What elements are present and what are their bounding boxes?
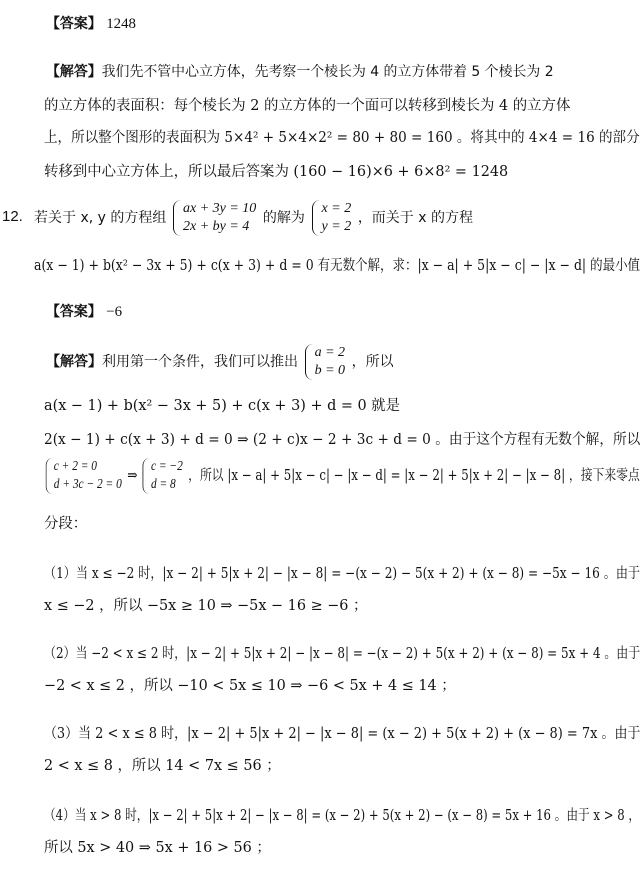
ab-eq-1: a = 2: [314, 345, 346, 360]
ab-system: [305, 344, 345, 380]
solution-x: x = 2: [321, 201, 352, 216]
case-3-line-1: （3）当 2 < x ≤ 8 时，|x − 2| + 5|x + 2| − |x − 8| = (x − 2) + 5(x + 2) + (x − 8) = 7x 。由于: [44, 726, 641, 742]
system-eq-1: ax + 3y = 10: [182, 201, 257, 216]
question-text-part1: 若关于 x, y 的方程组: [34, 210, 167, 226]
cd-result-2: d = 8: [150, 477, 176, 492]
solution-text: 我们先不管中心立方体，先考察一个棱长为 4 的立方体带着 5 个棱长为 2: [101, 64, 554, 80]
solution-2-line-4-rest: ，所以 |x − a| + 5|x − c| − |x − d| = |x − 2| + 5|x + 2| − |x − 8| ，接下来零点: [188, 468, 640, 484]
equation-system: [173, 200, 256, 236]
question-text-part2: 的解为: [262, 210, 305, 226]
question-text-part3: ，而关于 x 的方程: [357, 210, 473, 226]
solution-1-line-3: 上，所以整个图形的表面积为 5×4² + 5×4×2² = 80 + 80 = 160 。将其中的 4×4 = 16 的部分: [44, 130, 640, 146]
system-eq-2: 2x + by = 4: [182, 219, 250, 234]
case-2-line-1: （2）当 −2 < x ≤ 2 时，|x − 2| + 5|x + 2| − |x − 8| = −(x − 2) + 5(x + 2) + (x − 8) = 5x + 4 。由于: [44, 646, 641, 662]
solution-1-line-1: [46, 62, 640, 82]
case-3-line-2: 2 < x ≤ 8 ，所以 14 < 7x ≤ 56 ；: [44, 758, 281, 774]
case-2-line-2: −2 < x ≤ 2 ，所以 −10 < 5x ≤ 10 ⇒ −6 < 5x + 4 ≤ 14 ；: [44, 678, 456, 694]
case-1-line-2: x ≤ −2 ，所以 −5x ≥ 10 ⇒ −5x − 16 ≥ −6 ；: [44, 598, 368, 614]
solution-intro: 利用第一个条件，我们可以推出: [102, 354, 298, 370]
answer-label: 【答案】: [46, 304, 102, 320]
cd-result-system: [143, 458, 183, 494]
answer-row-2: [46, 302, 640, 322]
case-1-line-1: （1）当 x ≤ −2 时，|x − 2| + 5|x + 2| − |x − 8| = −(x − 2) − 5(x + 2) + (x − 8) = −5x − 16 。由于: [44, 566, 641, 582]
cd-result-1: c = −2: [150, 459, 183, 474]
case-4-line-1: （4）当 x > 8 时，|x − 2| + 5|x + 2| − |x − 8| = (x − 2) + 5(x + 2) − (x − 8) = 5x + 16 。由于 x > 8 ，: [44, 808, 641, 824]
solution-2-line-2: a(x − 1) + b(x² − 3x + 5) + c(x + 3) + d = 0 就是: [44, 398, 401, 414]
question-12-line-1: [34, 200, 473, 236]
answer-label: 【答案】: [46, 16, 102, 32]
cd-eq-1: c + 2 = 0: [53, 459, 98, 474]
solution-intro-end: ，所以: [351, 354, 394, 370]
cd-system: [46, 458, 122, 494]
solution-label: 【解答】: [46, 64, 102, 80]
question-12-line-2: a(x − 1) + b(x² − 3x + 5) + c(x + 3) + d = 0 有无数个解，求：|x − a| + 5|x − c| − |x − d| 的最小值: [34, 258, 641, 274]
solution-2-line-5: 分段：: [44, 516, 88, 532]
question-number: 12.: [2, 208, 23, 225]
answer-row-1: [46, 14, 640, 34]
solution-1-line-2: 的立方体的表面积：每个棱长为 2 的立方体的一个面可以转移到棱长为 4 的立方体: [44, 98, 571, 114]
cd-eq-2: d + 3c − 2 = 0: [53, 477, 122, 492]
solution-2-line-1: [46, 344, 394, 380]
solution-label: 【解答】: [46, 354, 102, 370]
answer-value: 1248: [106, 16, 137, 32]
solution-system: [312, 200, 352, 236]
solution-2-line-4: [44, 458, 640, 494]
case-4-line-2: 所以 5x > 40 ⇒ 5x + 16 > 56 ；: [44, 840, 271, 856]
solution-2-line-3: 2(x − 1) + c(x + 3) + d = 0 ⇒ (2 + c)x − 2 + 3c + d = 0 。由于这个方程有无数个解，所以: [44, 432, 641, 448]
answer-value: −6: [106, 304, 123, 320]
solution-1-line-4: 转移到中心立方体上，所以最后答案为 (160 − 16)×6 + 6×8² = 1248: [44, 164, 509, 180]
implies-arrow: ⇒: [127, 468, 138, 484]
ab-eq-2: b = 0: [314, 363, 346, 378]
solution-y: y = 2: [321, 219, 352, 234]
